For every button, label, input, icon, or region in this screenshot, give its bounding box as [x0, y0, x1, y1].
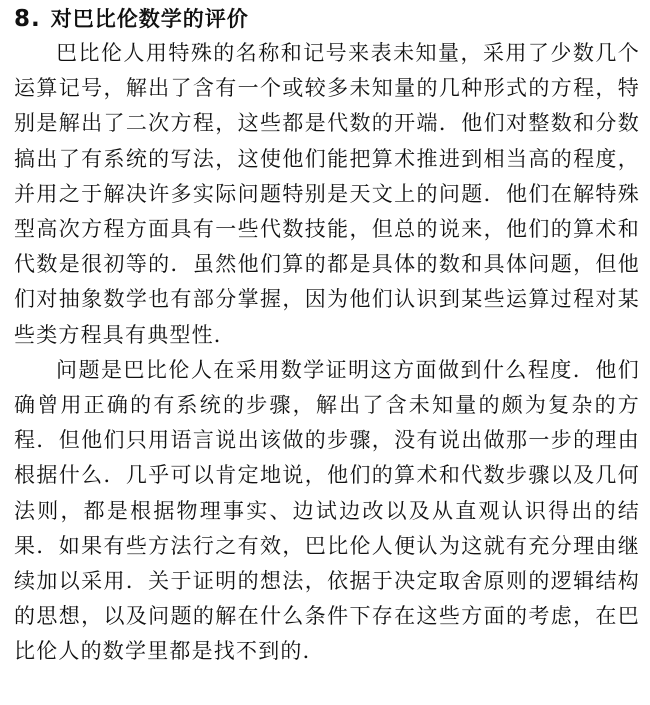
section-title: 对巴比伦数学的评价: [50, 7, 249, 31]
section-heading: [14, 4, 640, 34]
section-number: 8.: [14, 6, 41, 32]
paragraph-1: 巴比伦人用特殊的名称和记号来表未知量，采用了少数几个运算记号，解出了含有一个或较多未知量的几种形式的方程，特别是解出了二次方程，这些都是代数的开端．他们对整数和分数搞出了有系统的写法，这使他们能把算术推进到相当高的程度，并用之于解决许多实际问题特别是天文上的问题．他们在解特殊型高次方程方面具有一些代数技能，但总的说来，他们的算术和代数是很初等的．虽然他们算的都是具体的数和具体问题，但他们对抽象数学也有部分掌握，因为他们认识到某些运算过程对某些类方程具有典型性．: [14, 41, 640, 347]
paragraph-2: 问题是巴比伦人在采用数学证明这方面做到什么程度．他们确曾用正确的有系统的步骤，解出了含未知量的颇为复杂的方程．但他们只用语言说出该做的步骤，没有说出做那一步的理由根据什么．几乎可以肯定地说，他们的算术和代数步骤以及几何法则，都是根据物理事实、边试边改以及从直观认识得出的结果．如果有些方法行之有效，巴比伦人便认为这就有充分理由继续加以采用．关于证明的想法，依据于决定取舍原则的逻辑结构的思想，以及问题的解在什么条件下存在这些方面的考虑，在巴比伦人的数学里都是找不到的．: [14, 357, 640, 664]
document-page: [14, 4, 640, 670]
